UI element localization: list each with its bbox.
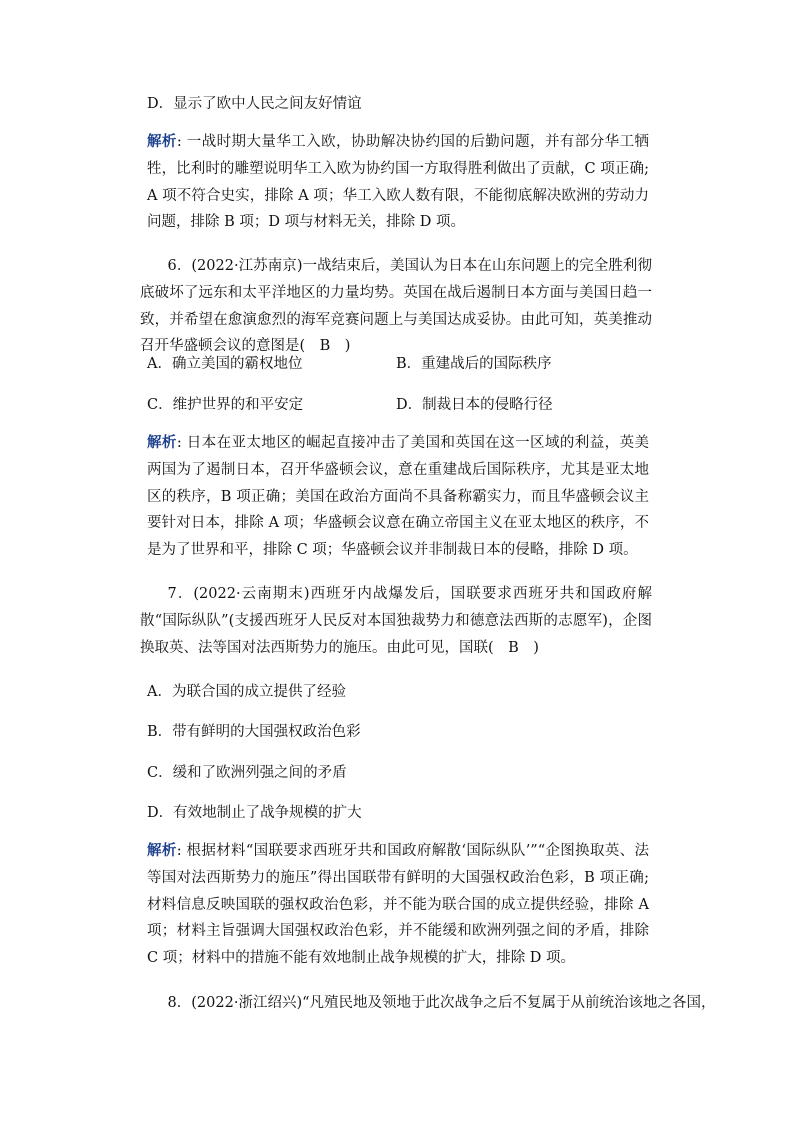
analysis-text: : 日本在亚太地区的崛起直接冲击了美国和英国在这一区域的利益，英美两国为了遏制日本，召开华盛顿会议，意在重建战后国际秩序，尤其是亚太地区的秩序，B 项正确；美国在政治方面尚不具备称霸实力，而且华盛顿会议主要针对日本，排除 A 项；华盛顿会议意在确立帝国主义在亚太地区的秩序，不是为了世界和平，排除 C 项；华盛顿会议并非制裁日本的侵略，排除 D 项。 bbox=[147, 435, 650, 559]
analysis-text: : 根据材料“国联要求西班牙共和国政府解散‘国际纵队’”“企图换取英、法等国对法西斯势力的施压”得出国联带有鲜明的大国强权政治色彩，B 项正确; 材料信息反映国联的强权政治色彩，并不能为联合国的成立提供经验，排除 A 项；材料主旨强调大国强权政治色彩，并不能缓和欧洲列强之间的矛盾，排除 C 项；材料中的措施不能有效地制止战争规模的扩大，排除 D 项。 bbox=[147, 843, 650, 967]
q6-option-d: D．制裁日本的侵略行径 bbox=[396, 397, 553, 413]
q7-analysis bbox=[147, 838, 649, 978]
question-6-stem: 6．(2022·江苏南京)一战结束后，美国认为日本在山东问题上的完全胜利彻底破坏了远东和太平洋地区的力量均势。英国在战后遏制日本方面与美国日趋一致，并希望在愈演愈烈的海军竞赛问题上与美国达成妥协。由此可知，英美推动召开华盛顿会议的意图是( B ) bbox=[140, 258, 652, 355]
q7-option-d: D．有效地制止了战争规模的扩大 bbox=[147, 805, 362, 821]
prev-option-d: D．显示了欧中人民之间友好情谊 bbox=[147, 96, 362, 112]
analysis-label: 解析 bbox=[147, 133, 177, 150]
q6-option-c: C．维护世界的和平安定 bbox=[147, 397, 304, 413]
analysis-text: : 一战时期大量华工入欧，协助解决协约国的后勤问题，并有部分华工牺牲，比利时的雕塑说明华工入欧为协约国一方取得胜利做出了贡献，C 项正确; A 项不符合史实，排除 A 项；华工入欧人数有限，不能彻底解决欧洲的劳动力问题，排除 B 项；D 项与材料无关，排除 D 项。 bbox=[147, 134, 650, 231]
analysis-label: 解析 bbox=[147, 434, 177, 451]
q7-option-a: A．为联合国的成立提供了经验 bbox=[147, 684, 346, 700]
q7-option-c: C．缓和了欧洲列强之间的矛盾 bbox=[147, 765, 347, 781]
question-7-stem: 7．(2022·云南期末)西班牙内战爆发后，国联要求西班牙共和国政府解散“国际纵队”(支援西班牙人民反对本国独裁势力和德意法西斯的志愿军)，企图换取英、法等国对法西斯势力的施压。由此可见，国联( B ) bbox=[140, 586, 652, 656]
q7-option-b: B．带有鲜明的大国强权政治色彩 bbox=[147, 724, 361, 740]
question-8-stem: 8．(2022·浙江绍兴)“凡殖民地及领地于此次战争之后不复属于从前统治该地之各国， bbox=[167, 995, 716, 1011]
q6-analysis bbox=[147, 430, 649, 568]
analysis-label: 解析 bbox=[147, 842, 177, 859]
q6-option-a: A．确立美国的霸权地位 bbox=[147, 356, 303, 372]
q6-option-b: B．重建战后的国际秩序 bbox=[396, 356, 552, 372]
prev-analysis bbox=[147, 129, 649, 239]
